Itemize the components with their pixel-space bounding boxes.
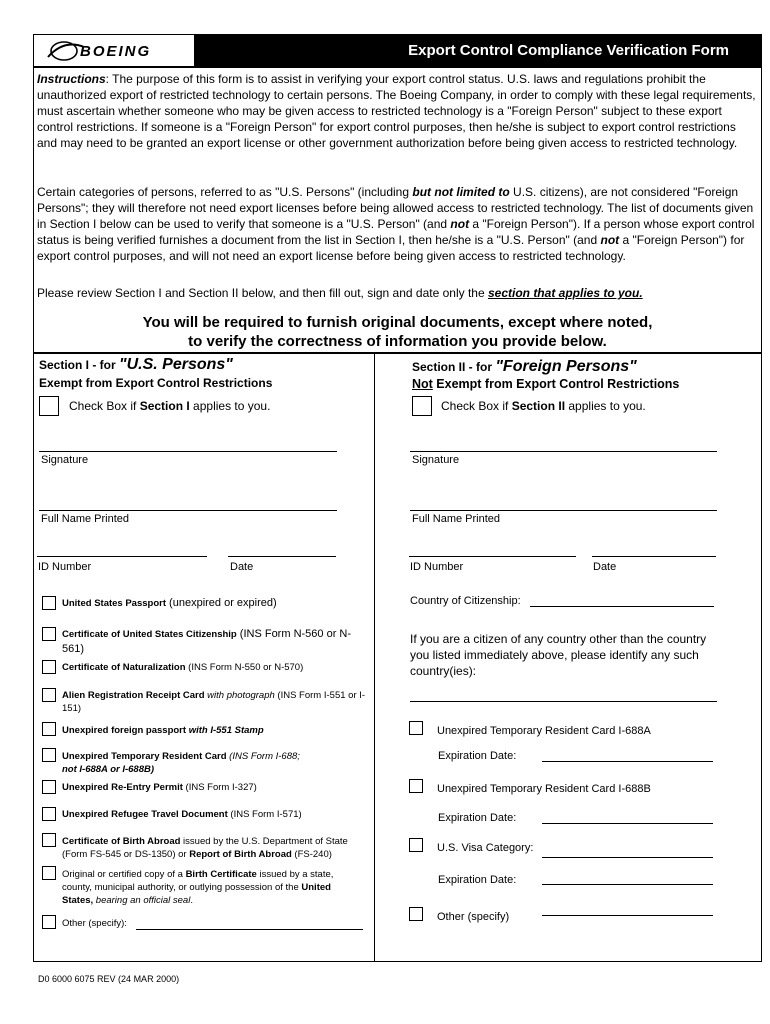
- other-country-text: If you are a citizen of any country other than the country you listed immediately above, please identify any such country(ies):: [410, 632, 707, 678]
- doc-checkbox-other[interactable]: [42, 915, 56, 929]
- expiration1-label: Expiration Date:: [438, 750, 517, 762]
- doc-checkbox-passport[interactable]: [42, 596, 56, 610]
- section1-date-label: Date: [230, 561, 254, 573]
- doc-label-refugee: Unexpired Refugee Travel Document (INS Form I-571): [62, 809, 302, 820]
- header-divider: [34, 66, 761, 68]
- doc-checkbox-birth-certificate[interactable]: [42, 866, 56, 880]
- other-specify-line[interactable]: [542, 915, 713, 916]
- doc-checkbox-temp-resident[interactable]: [42, 748, 56, 762]
- section2-id-label: ID Number: [410, 561, 464, 573]
- doc-checkbox-foreign-passport[interactable]: [42, 722, 56, 736]
- sections-divider: [34, 352, 761, 354]
- doc-label-birth-certificate: Original or certified copy of a Birth Certificate issued by a state, county, municipal authority, or outlying possession of the United States, bearing an official seal.: [62, 869, 334, 906]
- doc-label-birth-abroad: Certificate of Birth Abroad issued by the U.S. Department of State (Form FS-545 or DS-1350) or Report of Birth Abroad (FS-240): [62, 836, 348, 860]
- doc-checkbox-citizenship[interactable]: [42, 627, 56, 641]
- section2-checkbox[interactable]: [412, 396, 432, 416]
- section2-id-line[interactable]: [409, 556, 576, 557]
- doc-label-other: Other (specify):: [62, 918, 127, 929]
- section1-id-label: ID Number: [38, 561, 92, 573]
- section2-name-line[interactable]: [410, 510, 717, 511]
- country-label: Country of Citizenship:: [410, 595, 521, 607]
- instructions-paragraph-1: Instructions: The purpose of this form is to assist in verifying your export control status. U.S. laws and regulations prohibit the unauthorized export of restricted technology to certain persons. The Boeing Company, in order to comply with these legal requirements, must ascertain whether someone who may be given access to restricted technology is a "Foreign Person" subject to these export control restrictions. If someone is a "Foreign Person" for export control purposes, then he/she is subject to export control restrictions and may need to be granted an export license or other government authorization before being given access to restricted technology.: [37, 72, 756, 150]
- expiration2-line[interactable]: [542, 823, 713, 824]
- card-688a-checkbox[interactable]: [409, 721, 423, 735]
- instructions-paragraph-3: Please review Section I and Section II below, and then fill out, sign and date only the section that applies to you.: [37, 286, 643, 300]
- card-688b-checkbox[interactable]: [409, 779, 423, 793]
- section1-checkbox[interactable]: [39, 396, 59, 416]
- boeing-logo: [34, 35, 194, 66]
- section2-check-label: Check Box if Section II applies to you.: [441, 399, 646, 413]
- card-688b-label: Unexpired Temporary Resident Card I-688B: [437, 783, 651, 795]
- doc-label-naturalization: Certificate of Naturalization (INS Form N-550 or N-570): [62, 662, 304, 673]
- section1-check-label: Check Box if Section I applies to you.: [69, 399, 271, 413]
- doc-label-foreign-passport: Unexpired foreign passport with I-551 Stamp: [62, 725, 264, 736]
- section1-name-label: Full Name Printed: [41, 513, 130, 525]
- visa-checkbox[interactable]: [409, 838, 423, 852]
- section2-date-line[interactable]: [592, 556, 716, 557]
- section1-date-line[interactable]: [228, 556, 336, 557]
- banner-line-2: to verify the correctness of information you provide below.: [188, 333, 607, 350]
- doc-checkbox-refugee[interactable]: [42, 807, 56, 821]
- expiration3-line[interactable]: [542, 884, 713, 885]
- expiration2-label: Expiration Date:: [438, 812, 517, 824]
- form-title: Export Control Compliance Verification Form: [194, 35, 761, 66]
- section2-name-label: Full Name Printed: [412, 513, 501, 525]
- instructions-paragraph-2: Certain categories of persons, referred to as "U.S. Persons" (including but not limited to U.S. citizens), are not considered "Foreign Persons"; they will therefore not need export licenses before being allowed access to restricted technology. The list of documents given in Section I below can be used to verify that someone is a "U.S. Person" (and not a "Foreign Person"). If a person whose export control status is being verified furnishes a document from the list in Section I, then he/she is a "U.S. Person" (and not a "Foreign Person") for export control purposes, and will not need an export license before being given access to restricted technology.: [37, 185, 755, 263]
- other-country-line[interactable]: [410, 701, 717, 702]
- other-label: Other (specify): [437, 911, 510, 923]
- boeing-logo-icon: [34, 35, 194, 66]
- form-id: D0 6000 6075 REV (24 MAR 2000): [38, 974, 180, 984]
- expiration1-line[interactable]: [542, 761, 713, 762]
- doc-other-specify-line[interactable]: [136, 929, 363, 930]
- doc-checkbox-naturalization[interactable]: [42, 660, 56, 674]
- section2-subtitle: Not Exempt from Export Control Restrictions: [412, 377, 680, 391]
- card-688a-label: Unexpired Temporary Resident Card I-688A: [437, 725, 651, 737]
- section2-signature-line[interactable]: [410, 451, 717, 452]
- section1-name-line[interactable]: [39, 510, 337, 511]
- banner-line-1: You will be required to furnish original documents, except where noted,: [142, 314, 653, 331]
- logo-text: BOEING: [80, 43, 152, 60]
- section2-title: Section II - for "Foreign Persons": [412, 358, 637, 375]
- doc-label-citizenship: Certificate of United States Citizenship (INS Form N-560 or N-561): [62, 628, 352, 655]
- column-divider: [374, 352, 375, 962]
- section1-signature-label: Signature: [41, 454, 89, 466]
- visa-label: U.S. Visa Category:: [437, 842, 534, 854]
- doc-label-passport: United States Passport (unexpired or expired): [62, 597, 277, 609]
- section2-signature-label: Signature: [412, 454, 460, 466]
- doc-label-alien-card: Alien Registration Receipt Card with photograph (INS Form I-551 or I-151): [62, 690, 366, 714]
- doc-checkbox-reentry[interactable]: [42, 780, 56, 794]
- expiration3-label: Expiration Date:: [438, 874, 517, 886]
- section1-title: Section I - for "U.S. Persons": [39, 356, 233, 373]
- doc-label-temp-resident: Unexpired Temporary Resident Card (INS Form I-688; not I-688A or I-688B): [62, 751, 300, 775]
- other-checkbox[interactable]: [409, 907, 423, 921]
- doc-label-reentry: Unexpired Re-Entry Permit (INS Form I-327): [62, 782, 257, 793]
- section2-date-label: Date: [593, 561, 617, 573]
- section1-id-line[interactable]: [37, 556, 207, 557]
- doc-checkbox-alien-card[interactable]: [42, 688, 56, 702]
- section1-subtitle: Exempt from Export Control Restrictions: [39, 376, 273, 390]
- visa-line[interactable]: [542, 857, 713, 858]
- country-line[interactable]: [530, 606, 714, 607]
- doc-checkbox-birth-abroad[interactable]: [42, 833, 56, 847]
- section1-signature-line[interactable]: [39, 451, 337, 452]
